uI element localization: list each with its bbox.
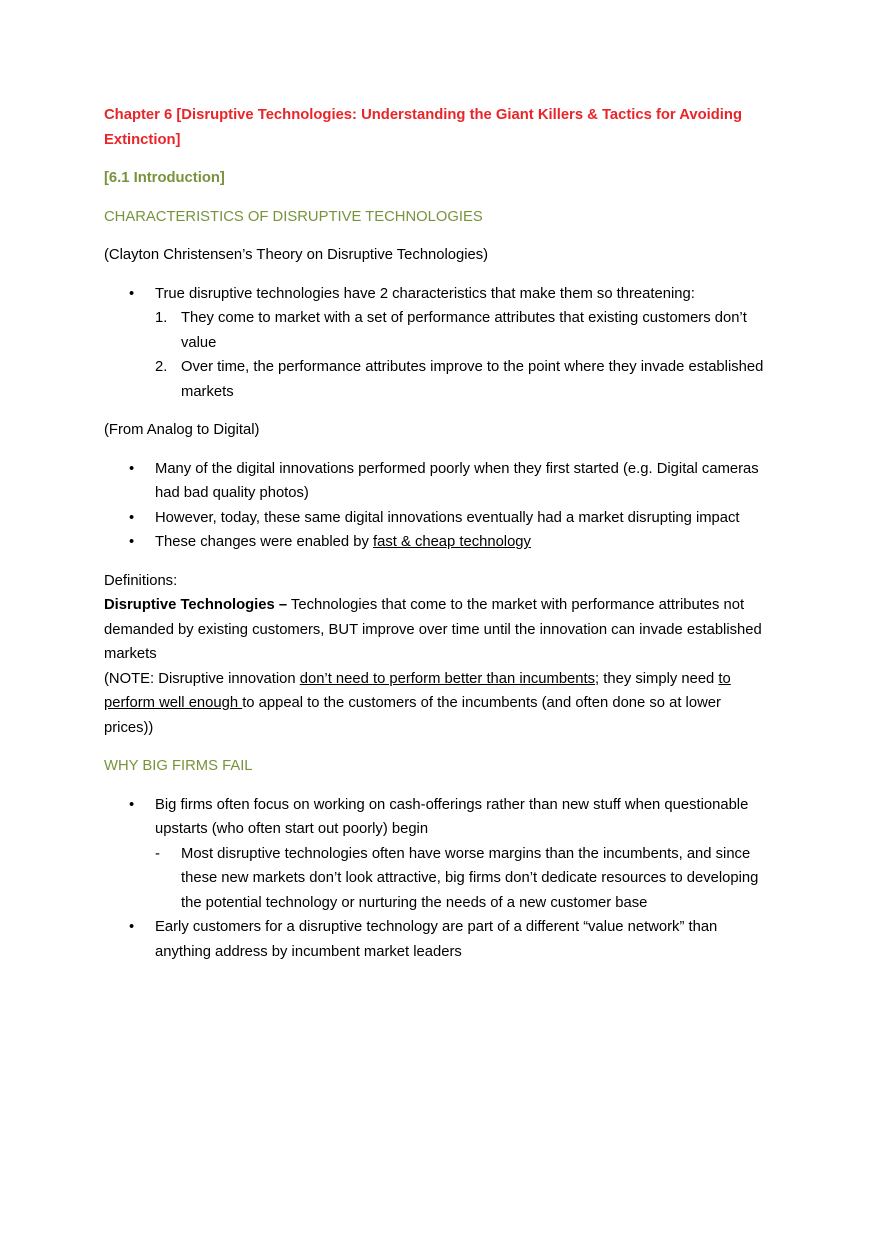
bullet-icon: • bbox=[129, 285, 135, 302]
underlined-phrase: to perform well enough bbox=[104, 670, 731, 711]
definitions-label: Definitions: bbox=[104, 572, 178, 589]
bullet-icon: • bbox=[129, 919, 135, 935]
list-item bbox=[104, 282, 774, 405]
list-item bbox=[104, 915, 774, 964]
list-item bbox=[104, 506, 774, 531]
bullet-icon: • bbox=[129, 534, 135, 550]
characteristics-heading: CHARACTERISTICS OF DISRUPTIVE TECHNOLOGIES bbox=[104, 208, 483, 225]
list-item bbox=[104, 793, 774, 916]
definition-text: Technologies that come to the market with performance attributes not demanded by existing customers, BUT improve over time until the innovation can invade established markets bbox=[104, 597, 762, 662]
analog-subheading: (From Analog to Digital) bbox=[104, 422, 260, 438]
definition-term: Disruptive Technologies – bbox=[104, 597, 288, 613]
bullet-text: True disruptive technologies have 2 characteristics that make them so threatening: bbox=[155, 285, 695, 302]
dash-item bbox=[155, 842, 774, 916]
bullet-text: However, today, these same digital innovations eventually had a market disrupting impact bbox=[155, 509, 740, 526]
item-text: Over time, the performance attributes improve to the point where they invade established markets bbox=[181, 359, 764, 400]
underlined-phrase: fast & cheap technology bbox=[373, 534, 531, 550]
item-text: They come to market with a set of performance attributes that existing customers don’t value bbox=[181, 310, 747, 351]
characteristics-list bbox=[104, 282, 774, 405]
bullet-text-prefix: These changes were enabled by bbox=[155, 534, 373, 550]
note-middle: ; they simply need bbox=[595, 670, 719, 687]
item-number: 1. bbox=[155, 310, 168, 326]
numbered-list bbox=[155, 306, 774, 404]
why-fail-list bbox=[104, 793, 774, 965]
bullet-text: Big firms often focus on working on cash-offerings rather than new stuff when questionable upstarts (who often start out poorly) begin bbox=[155, 796, 749, 837]
item-number: 2. bbox=[155, 359, 168, 375]
numbered-item bbox=[155, 306, 774, 355]
note-suffix: to appeal to the customers of the incumbents (and often done so at lower prices)) bbox=[104, 695, 721, 736]
list-item bbox=[104, 457, 774, 506]
underlined-phrase: don’t need to perform better than incumbents bbox=[299, 670, 596, 687]
bullet-text: Early customers for a disruptive technology are part of a different “value network” than anything address by incumbent market leaders bbox=[155, 919, 718, 960]
bullet-icon: • bbox=[129, 460, 135, 477]
list-item bbox=[104, 530, 774, 555]
section-title: [6.1 Introduction] bbox=[104, 170, 225, 186]
bullet-text: Many of the digital innovations performed poorly when they first started (e.g. Digital cameras had bad quality photos) bbox=[155, 460, 759, 501]
dash-icon: - bbox=[155, 845, 160, 862]
document-body bbox=[104, 103, 774, 978]
note-paragraph bbox=[104, 667, 774, 741]
note-prefix: (NOTE: Disruptive innovation bbox=[104, 670, 300, 687]
analog-list bbox=[104, 457, 774, 555]
dash-list bbox=[155, 842, 774, 916]
bullet-icon: • bbox=[129, 796, 135, 813]
chapter-title: Chapter 6 [Disruptive Technologies: Understanding the Giant Killers & Tactics for Avoiding Extinction] bbox=[104, 107, 742, 148]
why-fail-heading: WHY BIG FIRMS FAIL bbox=[104, 758, 253, 774]
characteristics-subheading: (Clayton Christensen’s Theory on Disruptive Technologies) bbox=[104, 247, 489, 263]
dash-text: Most disruptive technologies often have worse margins than the incumbents, and since these new markets don’t look attractive, big firms don’t dedicate resources to developing the potential technology or nurturing the needs of a new customer base bbox=[181, 845, 759, 911]
definition-paragraph bbox=[104, 593, 774, 667]
numbered-item bbox=[155, 355, 774, 404]
bullet-icon: • bbox=[129, 509, 135, 526]
